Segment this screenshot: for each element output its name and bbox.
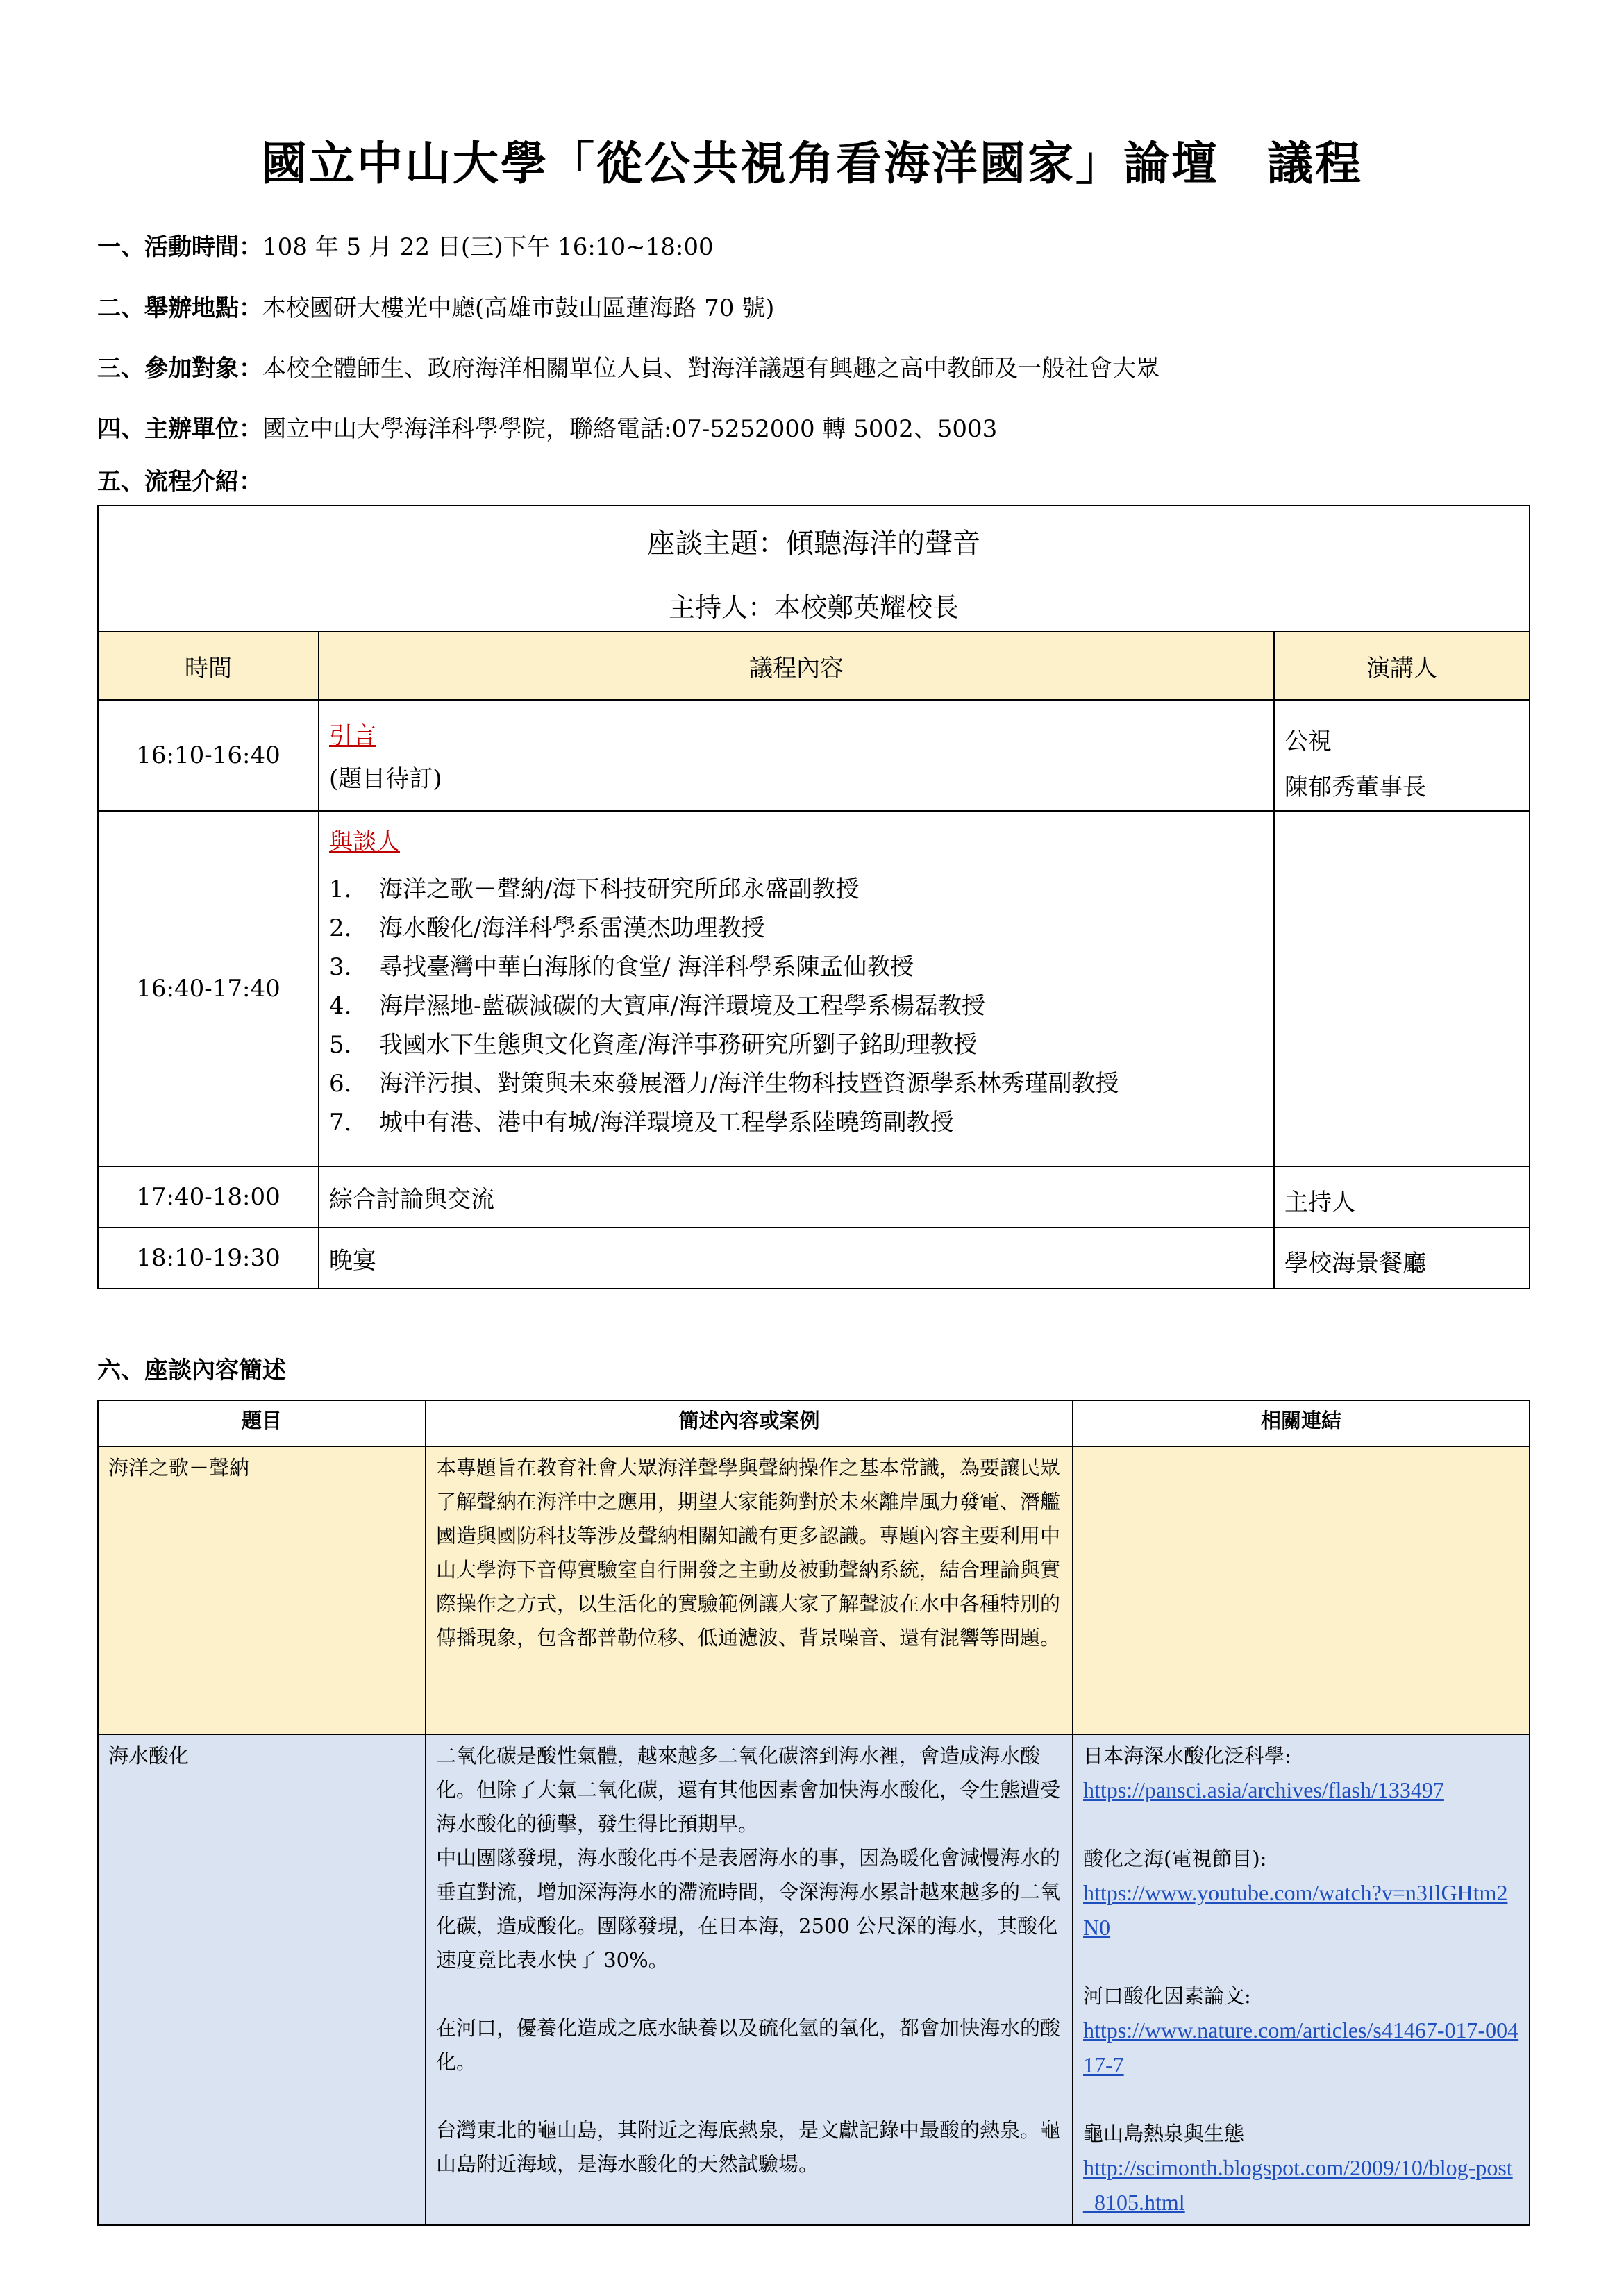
agenda-row <box>98 700 1530 811</box>
summary-topic: 海水酸化 <box>98 1734 426 2225</box>
info-venue <box>97 293 774 324</box>
link-label: 日本海深水酸化泛科學: <box>1083 1744 1291 1768</box>
info-label: 一、活動時間： <box>97 233 262 261</box>
talk-text: 海水酸化/海洋科學系雷漢杰助理教授 <box>379 914 765 942</box>
talk-item <box>329 948 1264 987</box>
agenda-time: 16:40-17:40 <box>98 811 319 1166</box>
info-label: 三、參加對象： <box>97 355 262 383</box>
info-audience <box>97 353 1160 384</box>
summary-paragraph: 二氧化碳是酸性氣體，越來越多二氧化碳溶到海水裡，會造成海水酸化。但除了大氣二氧化碳，還有其他因素會加快海水酸化，令生態遭受海水酸化的衝擊，發生得比預期早。 中山團隊發現，海水酸化再不是表層海水的事，因為暖化會減慢海水的垂直對流，增加深海海水的滯流時間，令深海海水累計越來越多的二氧化碳，造成酸化。團隊發現，在日本海，2500 公尺深的海水，其酸化速度竟比表水快了 30%。 <box>436 1744 1061 1972</box>
talk-number: 7. <box>329 1109 352 1137</box>
talk-text: 尋找臺灣中華白海豚的食堂/ 海洋科學系陳孟仙教授 <box>379 953 914 981</box>
link-label: 河口酸化因素論文: <box>1083 1984 1251 2008</box>
talk-item <box>329 1025 1264 1064</box>
agenda-time: 17:40-18:00 <box>98 1166 319 1227</box>
summary-header-links: 相關連結 <box>1073 1400 1530 1446</box>
talk-text: 城中有港、港中有城/海洋環境及工程學系陸曉筠副教授 <box>379 1109 954 1137</box>
agenda-item-title: 引言 <box>329 722 376 750</box>
info-label: 四、主辦單位： <box>97 415 262 443</box>
info-agenda-heading <box>97 467 262 497</box>
talk-item <box>329 1064 1264 1103</box>
summary-paragraph: 在河口，優養化造成之底水缺養以及硫化氫的氧化，都會加快海水的酸化。 <box>436 2016 1061 2074</box>
link-group <box>1083 1739 1519 1808</box>
agenda-speaker-org: 學校海景餐廳 <box>1274 1227 1530 1289</box>
info-value: 108 年 5 月 22 日(三)下午 16:10~18:00 <box>262 233 714 261</box>
talk-number: 6. <box>329 1070 352 1098</box>
summary-paragraph: 台灣東北的龜山島，其附近之海底熱泉，是文獻記錄中最酸的熱泉。龜山島附近海域，是海水酸化的天然試驗場。 <box>436 2118 1061 2176</box>
agenda-speaker-name: 陳郁秀董事長 <box>1284 773 1426 801</box>
talk-item <box>329 870 1264 909</box>
info-value: 本校全體師生、政府海洋相關單位人員、對海洋議題有興趣之高中教師及一般社會大眾 <box>262 355 1160 383</box>
link-label: 龜山島熱泉與生態 <box>1083 2122 1245 2145</box>
summary-links-empty <box>1073 1446 1530 1734</box>
talk-number: 2. <box>329 914 352 942</box>
agenda-topic: 座談主題：傾聽海洋的聲音 <box>647 528 981 560</box>
page-title: 國立中山大學「從公共視角看海洋國家」論壇 議程 <box>261 136 1363 190</box>
agenda-row <box>98 811 1530 1166</box>
info-organizer <box>97 414 997 444</box>
agenda-host: 主持人：本校鄭英耀校長 <box>669 592 960 623</box>
summary-section-title: 六、座談內容簡述 <box>97 1357 286 1384</box>
talk-number: 3. <box>329 953 352 981</box>
summary-desc: 本專題旨在教育社會大眾海洋聲學與聲納操作之基本常識，為要讓民眾了解聲納在海洋中之應用，期望大家能夠對於未來離岸風力發電、潛艦國造與國防科技等涉及聲納相關知識有更多認識。專題內容主要利用中山大學海下音傳實驗室自行開發之主動及被動聲納系統，結合理論與實際操作之方式，以生活化的實驗範例讓大家了解聲波在水中各種特別的傳播現象，包含都普勒位移、低通濾波、背景噪音、還有混響等問題。 <box>426 1446 1073 1734</box>
info-value: 本校國研大樓光中廳(高雄市鼓山區蓮海路 70 號) <box>262 294 775 322</box>
info-label: 二、舉辦地點： <box>97 294 262 322</box>
reference-link[interactable]: https://www.nature.com/articles/s41467-017-00417-7 <box>1083 2018 1519 2077</box>
info-value: 國立中山大學海洋科學學院，聯絡電話:07-5252000 轉 5002、5003 <box>262 415 998 443</box>
agenda-speaker-org: 主持人 <box>1274 1166 1530 1227</box>
agenda-item-content: 綜合討論與交流 <box>319 1166 1274 1227</box>
agenda-topic-cell <box>98 505 1530 632</box>
talk-number: 1. <box>329 875 352 903</box>
summary-row <box>98 1734 1530 2225</box>
agenda-row <box>98 1166 1530 1227</box>
talk-number: 5. <box>329 1031 352 1059</box>
talk-text: 海岸濕地-藍碳減碳的大寶庫/海洋環境及工程學系楊磊教授 <box>379 992 985 1020</box>
talk-number: 4. <box>329 992 352 1020</box>
agenda-speaker-org: 公視 <box>1284 728 1332 755</box>
talk-item <box>329 987 1264 1025</box>
agenda-item-sub: (題目待訂) <box>329 765 442 793</box>
agenda-header-time: 時間 <box>98 632 319 700</box>
info-activity-time <box>97 232 714 262</box>
link-group <box>1083 1979 1519 2083</box>
agenda-time: 16:10-16:40 <box>98 700 319 811</box>
agenda-table <box>97 505 1530 1289</box>
reference-link[interactable]: http://scimonth.blogspot.com/2009/10/blog-post_8105.html <box>1083 2155 1513 2215</box>
summary-topic: 海洋之歌－聲納 <box>98 1446 426 1734</box>
talk-text: 我國水下生態與文化資產/海洋事務研究所劉子銘助理教授 <box>379 1031 978 1059</box>
agenda-row <box>98 1227 1530 1289</box>
agenda-item-content: 晚宴 <box>319 1227 1274 1289</box>
talk-item <box>329 1103 1264 1142</box>
talk-text: 海洋污損、對策與未來發展潛力/海洋生物科技暨資源學系林秀瑾副教授 <box>379 1070 1119 1098</box>
agenda-speaker-empty <box>1274 811 1530 1166</box>
agenda-time: 18:10-19:30 <box>98 1227 319 1289</box>
agenda-header-speaker: 演講人 <box>1274 632 1530 700</box>
summary-table <box>97 1400 1530 2226</box>
talk-list <box>329 870 1264 1142</box>
reference-link[interactable]: https://www.youtube.com/watch?v=n3IlGHtm2N0 <box>1083 1880 1508 1940</box>
summary-desc <box>426 1734 1073 2225</box>
agenda-item-title: 與談人 <box>329 828 400 856</box>
link-label: 酸化之海(電視節目): <box>1083 1847 1267 1870</box>
summary-row <box>98 1446 1530 1734</box>
link-group <box>1083 2117 1519 2220</box>
agenda-header-content: 議程內容 <box>319 632 1274 700</box>
talk-text: 海洋之歌－聲納/海下科技研究所邱永盛副教授 <box>379 875 860 903</box>
info-label: 五、流程介紹： <box>97 468 262 496</box>
summary-header-desc: 簡述內容或案例 <box>426 1400 1073 1446</box>
reference-link[interactable]: https://pansci.asia/archives/flash/133497 <box>1083 1777 1444 1802</box>
link-group <box>1083 1842 1519 1945</box>
summary-header-topic: 題目 <box>98 1400 426 1446</box>
talk-item <box>329 909 1264 948</box>
summary-links <box>1073 1734 1530 2225</box>
